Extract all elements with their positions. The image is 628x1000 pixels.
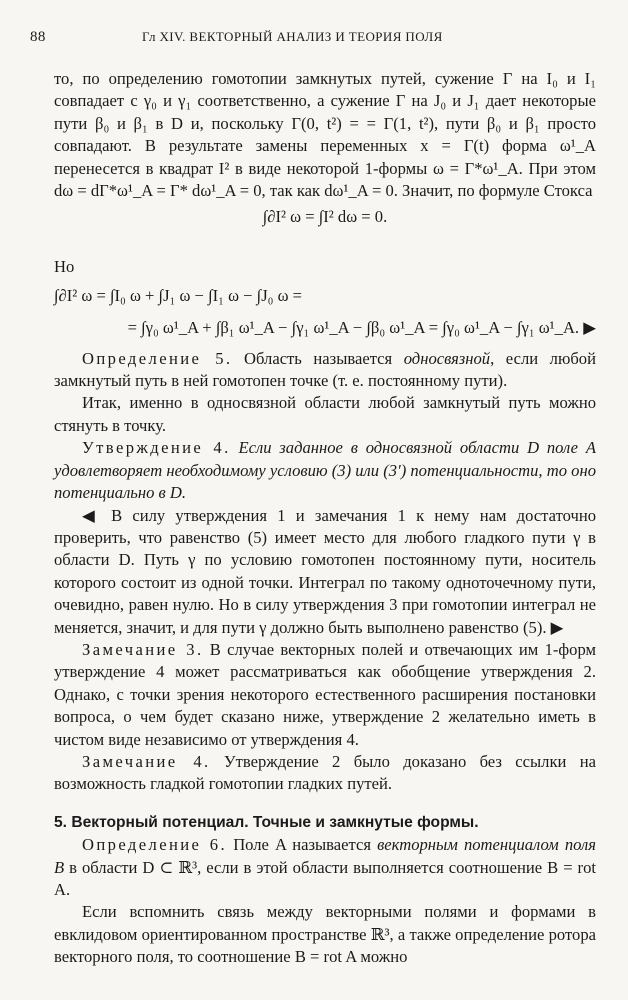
definition-5-text-a: Область называется <box>232 348 404 368</box>
statement-4-text: Если заданное в односвязной области D поле A удовлетворяет необходимому условию (3) или (3′) потенциальности, то оно потенциально в D. <box>54 438 596 503</box>
formula-integral-chain <box>54 285 596 340</box>
formula-line-2: = ∫γ₀ ω¹_A + ∫β₁ ω¹_A − ∫γ₁ ω¹_A − ∫β₀ ω¹_A = ∫γ₀ ω¹_A − ∫γ₁ ω¹_A. ▶ <box>127 318 596 338</box>
remark-3-text: В случае векторных полей и отвечающих им 1-форм утверждение 4 может рассматриваться как обобщение утверждения 2. Однако, с точки зрения некоторого естественного расширения постановки вопроса, о чем будет сказано ниже, утверждение 2 желательно иметь в чистом виде независимо от утверждения 4. <box>54 639 596 749</box>
definition-5 <box>54 348 596 393</box>
remark-3 <box>54 639 596 751</box>
definition-6-text-a: Поле A называется <box>227 835 378 855</box>
remark-4 <box>54 751 596 796</box>
running-title: Гл XIV. ВЕКТОРНЫЙ АНАЛИЗ И ТЕОРИЯ ПОЛЯ <box>142 29 443 44</box>
statement-4-label: Утверждение 4. <box>82 438 231 458</box>
definition-5-text-b: , если любой замкнутый путь в ней гомотопен точке (т. е. постоянному пути). <box>54 348 596 391</box>
paragraph-itak: Итак, именно в односвязной области любой замкнутый путь можно стянуть в точку. <box>54 393 596 435</box>
remark-3-label: Замечание 3. <box>82 639 204 659</box>
formula-line-1: ∫∂I² ω = ∫I₀ ω + ∫J₁ ω − ∫I₁ ω − ∫J₀ ω = <box>54 285 303 305</box>
page-header <box>30 26 596 48</box>
statement-4 <box>54 437 596 504</box>
definition-6-label: Определение 6. <box>82 835 228 855</box>
paragraph-last: Если вспомнить связь между векторными полями и формами в евклидовом ориентированном пространстве ℝ³, а также определение ротора векторного поля, то соотношение B = rot A можно <box>54 902 596 967</box>
definition-5-term: односвязной <box>403 348 491 368</box>
formula-stokes <box>54 206 596 250</box>
proof-statement-4: ◀ В силу утверждения 1 и замечания 1 к нему нам достаточно проверить, что равенство (5) имеет место для любого гладкого пути γ в области D. Путь γ по условию гомотопен постоянному пути, носитель которого состоит из одной точки. Интеграл по такому одноточечному пути, очевидно, равен нулю. Но в силу утверждения 3 при гомотопии интеграл не меняется, значит, и для пути γ должно быть выполнено равенство (5). ▶ <box>54 505 596 637</box>
book-page <box>30 26 596 969</box>
definition-6-text-b: в области D ⊂ ℝ³, если в этой области выполняется соотношение B = rot A. <box>54 857 596 899</box>
definition-6-term: векторным потенциалом поля B <box>54 835 596 877</box>
paragraph-but: Но <box>54 257 75 277</box>
definition-6 <box>54 834 596 901</box>
remark-4-label: Замечание 4. <box>82 751 211 771</box>
definition-5-label: Определение 5. <box>82 348 233 368</box>
formula-stokes-text: ∫∂I² ω = ∫I² dω = 0. <box>262 207 388 227</box>
page-number: 88 <box>30 29 46 45</box>
paragraph-homotopy: то, по определению гомотопии замкнутых путей, сужение Γ на I₀ и I₁ совпадает с γ₀ и γ₁ соответственно, а сужение Γ на J₀ и J₁ дает некоторые пути β₀ и β₁ в D и, поскольку Γ(0, t²) = = Γ(1, t²), пути β₀ и β₁ просто совпадают. В результате замены переменных x = Γ(t) форма ω¹_A перенесется в квадрат I² в виде некоторой 1-формы ω = Γ*ω¹_A. При этом dω = dΓ*ω¹_A = Γ* dω¹_A = 0, так как dω¹_A = 0. Значит, по формуле Стокса <box>54 69 596 201</box>
remark-4-text: Утверждение 2 было доказано без ссылки на возможность гладкой гомотопии гладких путей. <box>54 751 596 794</box>
section-5-heading: 5. Векторный потенциал. Точные и замкнутые формы. <box>54 813 479 831</box>
